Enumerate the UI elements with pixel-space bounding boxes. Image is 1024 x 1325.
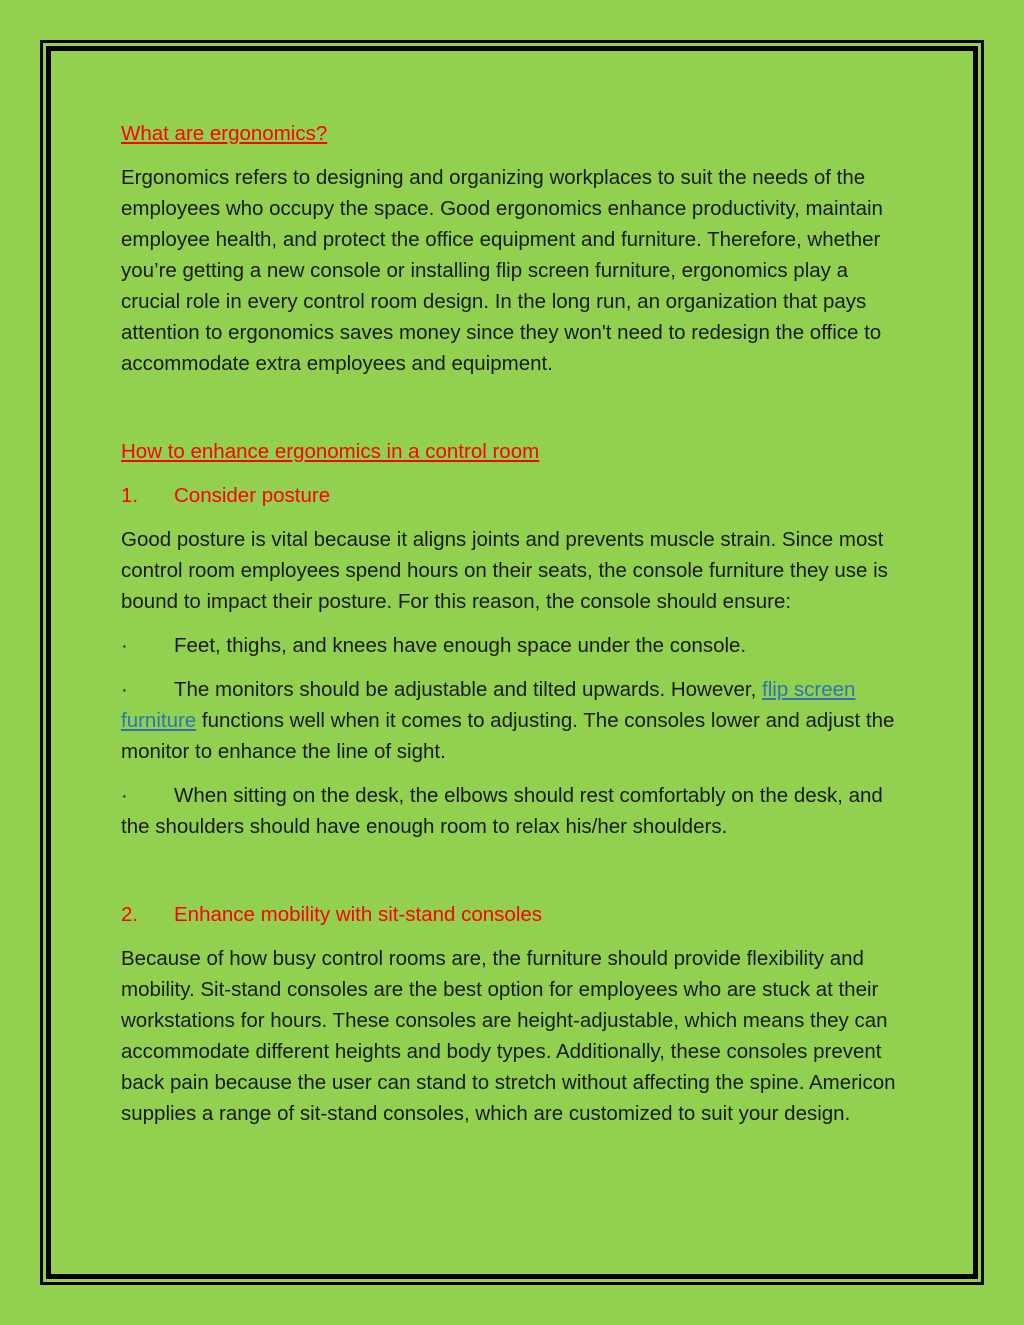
bullet-dot: · bbox=[121, 784, 128, 807]
subheading-text: Enhance mobility with sit-stand consoles bbox=[174, 903, 543, 926]
paragraph-sit-stand: Because of how busy control rooms are, the furniture should provide flexibility and mobility. Sit-stand consoles are the best option for employees who are stuck at their workstations for hours. These consoles are height-adjustable, which means they can accommodate different heights and body types. Additionally, these consoles prevent back pain because the user can stand to stretch without affecting the spine. Americon supplies a range of sit-stand consoles, which are customized to suit your design. bbox=[121, 947, 896, 1125]
heading-how-to-enhance: How to enhance ergonomics in a control room bbox=[121, 440, 540, 463]
bullet-text-before-link: The monitors should be adjustable and tilted upwards. However, bbox=[174, 678, 763, 701]
bullet-dot: · bbox=[121, 634, 128, 657]
item-number: 2. bbox=[121, 903, 139, 926]
document-body bbox=[121, 118, 911, 1142]
item-number: 1. bbox=[121, 484, 139, 507]
subheading-consider-posture bbox=[121, 480, 911, 511]
spacer bbox=[121, 855, 911, 899]
spacer bbox=[121, 392, 911, 436]
bullet-text: Feet, thighs, and knees have enough space under the console. bbox=[174, 634, 747, 657]
paragraph-ergonomics-definition: Ergonomics refers to designing and organizing workplaces to suit the needs of the employees who occupy the space. Good ergonomics enhance productivity, maintain employee health, and protect the office equipment and furniture. Therefore, whether you’re getting a new console or installing flip screen furniture, ergonomics play a crucial role in every control room design. In the long run, an organization that pays attention to ergonomics saves money since they won't need to redesign the office to accommodate extra employees and equipment. bbox=[121, 166, 883, 375]
subheading-enhance-mobility bbox=[121, 899, 911, 930]
bullet-text-after-link: functions well when it comes to adjusting. The consoles lower and adjust the monitor to enhance the line of sight. bbox=[121, 709, 895, 763]
bullet-item-elbows bbox=[121, 780, 911, 842]
subheading-text: Consider posture bbox=[174, 484, 331, 507]
heading-what-are-ergonomics: What are ergonomics? bbox=[121, 122, 328, 145]
bullet-text: When sitting on the desk, the elbows should rest comfortably on the desk, and the shoulders should have enough room to relax his/her shoulders. bbox=[121, 784, 883, 838]
bullet-item-feet bbox=[121, 630, 911, 661]
bullet-dot: · bbox=[121, 678, 128, 701]
bullet-item-monitors bbox=[121, 674, 911, 767]
paragraph-posture: Good posture is vital because it aligns joints and prevents muscle strain. Since most control room employees spend hours on their seats, the console furniture they use is bound to impact their posture. For this reason, the console should ensure: bbox=[121, 528, 888, 613]
flip-screen-furniture-link[interactable]: flip screen furniture bbox=[121, 678, 856, 732]
